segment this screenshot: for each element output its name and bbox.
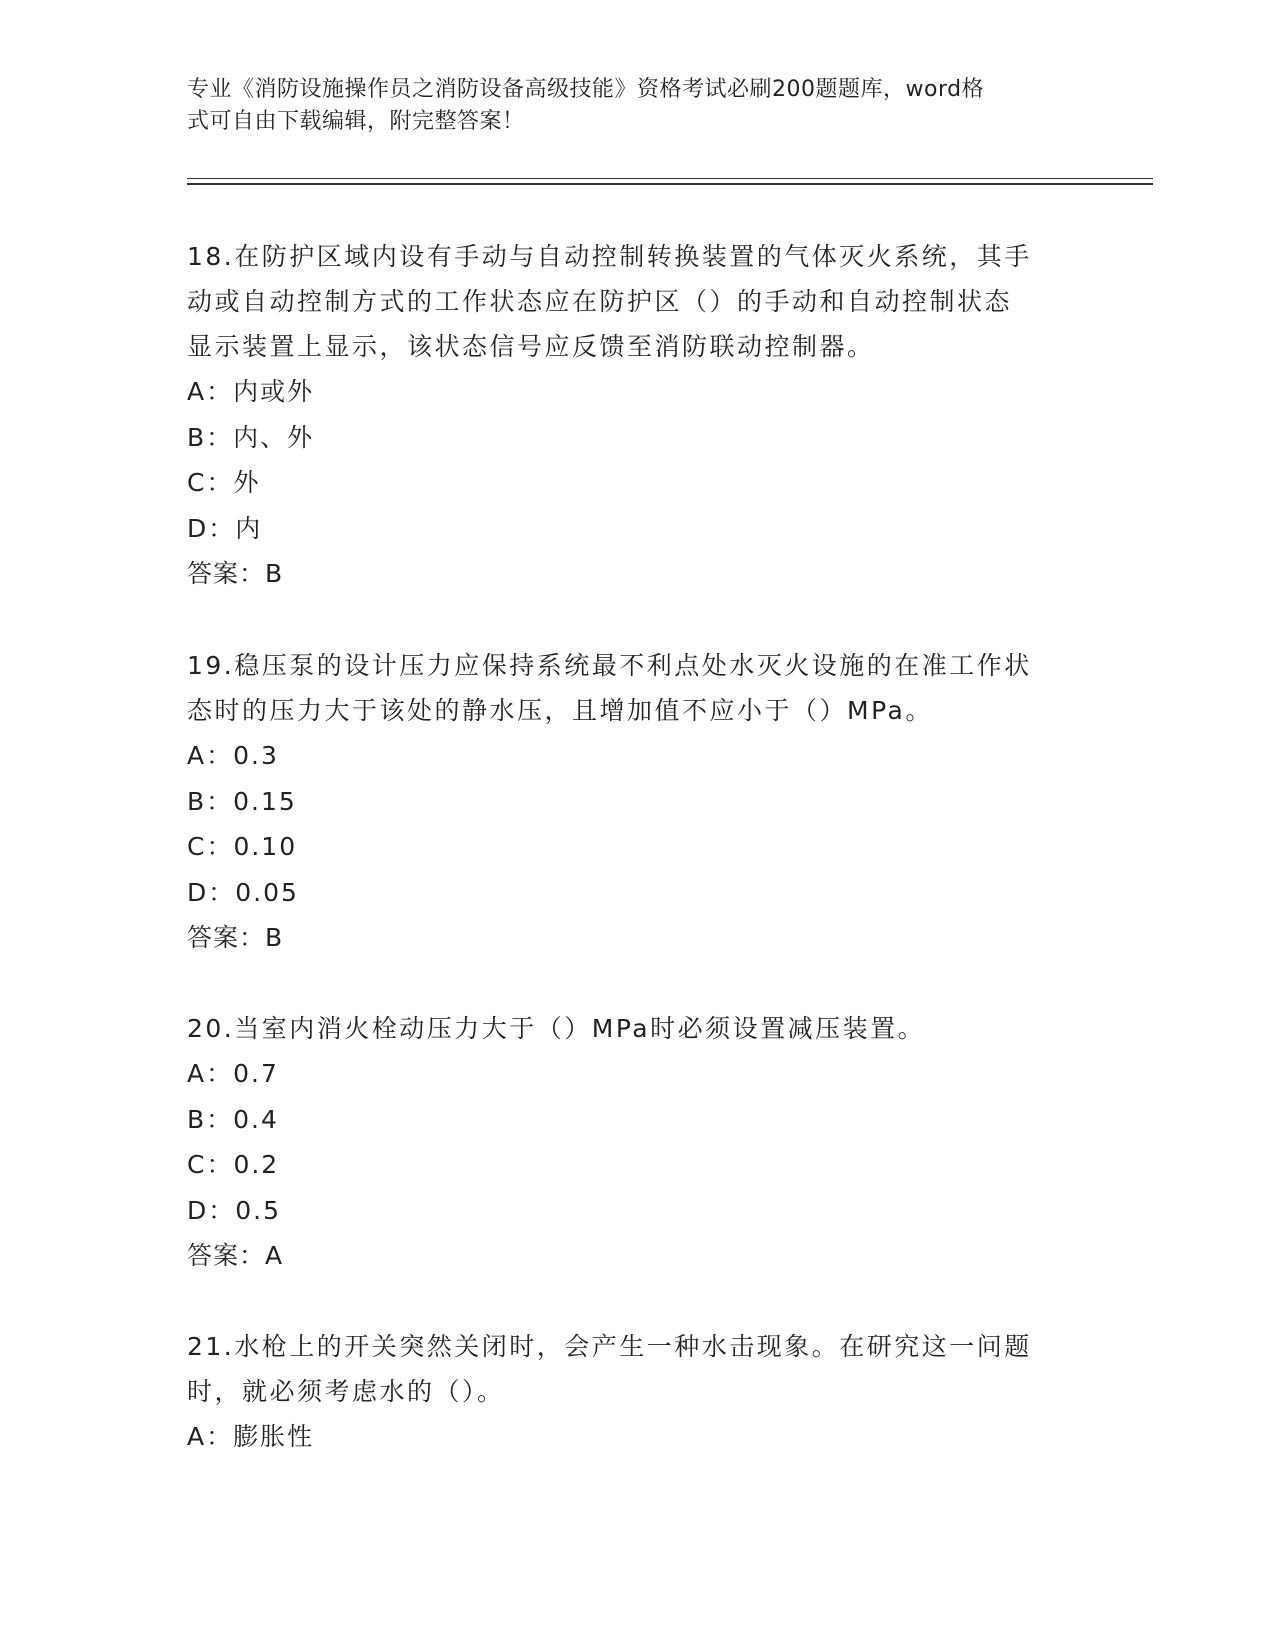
question-stem-line: 显示装置上显示，该状态信号应反馈至消防联动控制器。 [187,332,875,361]
document-header [187,74,1067,138]
header-divider-thick [187,183,1153,185]
option-b: B：0.15 [187,786,297,816]
question-stem-line: 19.稳压泵的设计压力应保持系统最不利点处水灭火设施的在准工作状 [187,651,1032,680]
question-21 [187,1324,1077,1460]
question-20 [187,1006,1077,1279]
option-c: C：0.10 [187,832,298,861]
answer-line: 答案：B [187,559,284,588]
header-line-2: 式可自由下载编辑，附完整答案！ [187,109,525,134]
option-a: A：膨胀性 [187,1422,315,1451]
header-divider-thin [187,178,1153,179]
option-d: D：0.5 [187,1195,282,1225]
question-stem-line: 20.当室内消火栓动压力大于（）MPa时必须设置减压装置。 [187,1014,926,1043]
question-18 [187,234,1077,597]
option-d: D：内 [187,513,263,543]
question-stem-line: 18.在防护区域内设有手动与自动控制转换装置的气体灭火系统，其手 [187,242,1032,271]
option-a: A：0.7 [187,1059,279,1088]
header-line-1: 专业《消防设施操作员之消防设备高级技能》资格考试必刷200题题库，word格 [187,77,985,102]
option-a: A：内或外 [187,377,315,406]
option-b: B：内、外 [187,422,315,452]
question-stem-line: 态时的压力大于该处的静水压，且增加值不应小于（）MPa。 [187,696,933,725]
question-stem-line: 21.水枪上的开关突然关闭时，会产生一种水击现象。在研究这一问题 [187,1332,1032,1361]
question-stem-line: 动或自动控制方式的工作状态应在防护区（）的手动和自动控制状态 [187,287,1013,316]
answer-line: 答案：B [187,923,284,952]
option-d: D：0.05 [187,877,299,907]
option-c: C：外 [187,468,261,497]
answer-line: 答案：A [187,1241,284,1270]
option-a: A：0.3 [187,741,279,770]
option-b: B：0.4 [187,1104,279,1134]
question-19 [187,643,1077,961]
question-stem-line: 时，就必须考虑水的（）。 [187,1377,505,1406]
option-c: C：0.2 [187,1150,280,1179]
